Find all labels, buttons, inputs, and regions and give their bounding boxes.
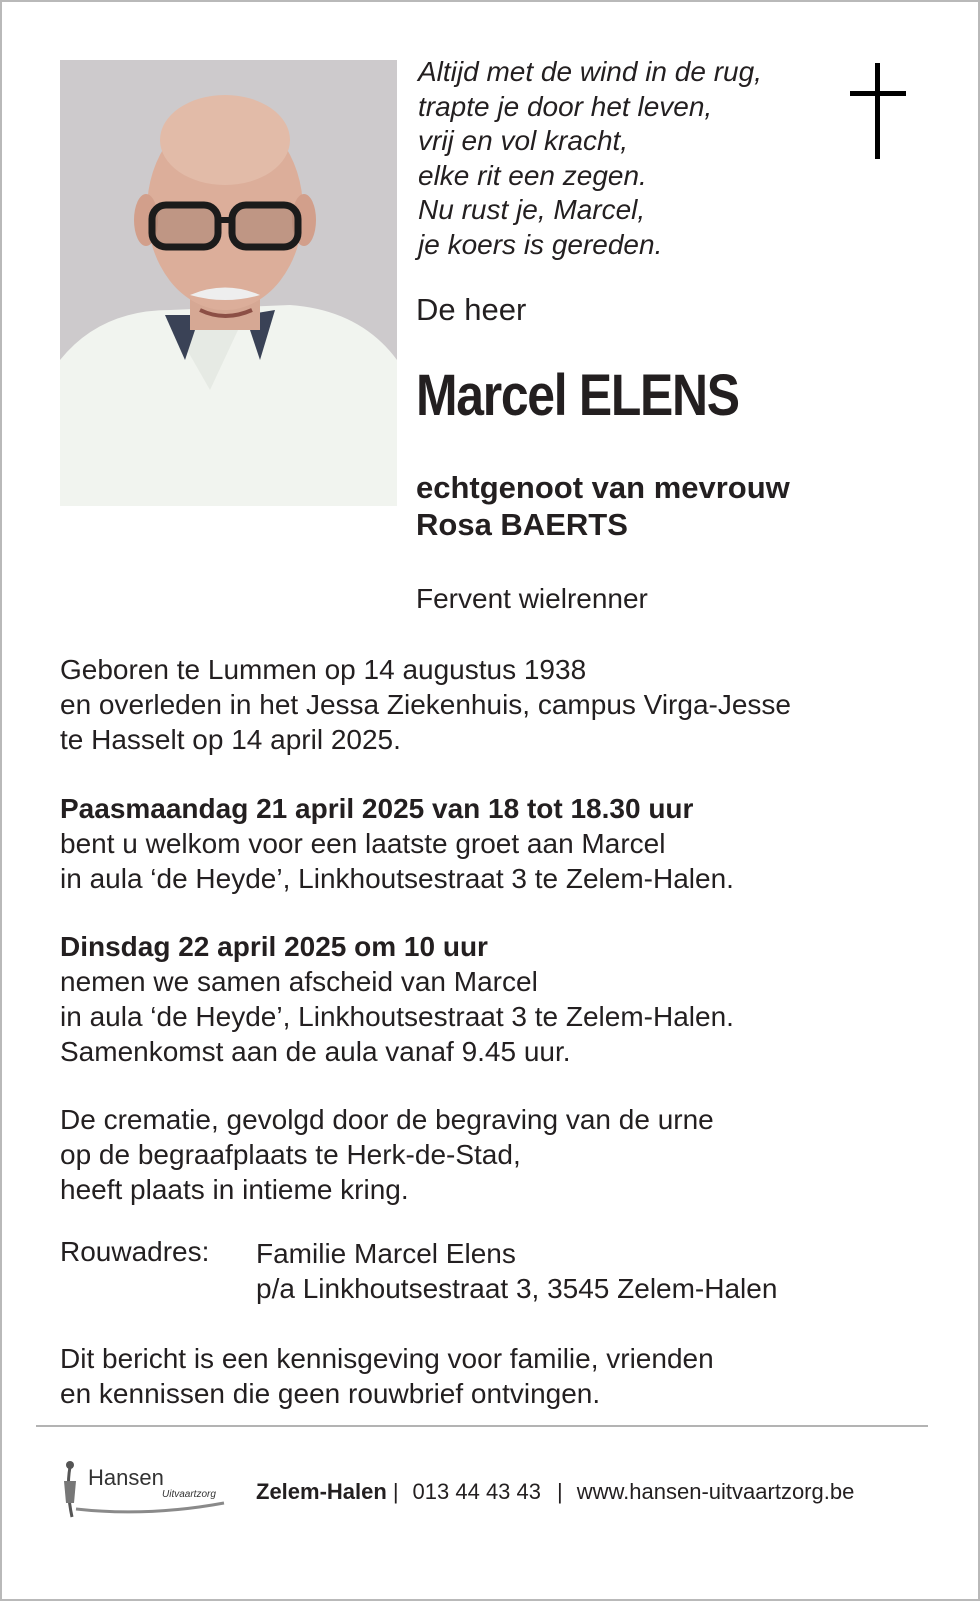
poem-line: elke rit een zegen. <box>418 159 647 191</box>
logo-name: Hansen <box>88 1465 164 1490</box>
paragraph-line: Dit bericht is een kennisgeving voor familie, vrienden <box>60 1343 714 1374</box>
portrait-photo <box>60 60 397 506</box>
footer <box>58 1459 938 1523</box>
separator: | <box>392 1479 399 1504</box>
poem-line: vrij en vol kracht, <box>418 125 629 157</box>
address-label: Rouwadres: <box>60 1236 210 1267</box>
visitation-paragraph <box>60 791 734 896</box>
paragraph-line: De crematie, gevolgd door de begraving van de urne <box>60 1104 714 1135</box>
deceased-name: Marcel ELENS <box>416 363 739 428</box>
contact-line <box>256 1479 854 1505</box>
logo-subtitle: Uitvaartzorg <box>162 1489 216 1500</box>
address <box>256 1236 777 1306</box>
salutation: De heer <box>416 292 527 327</box>
hansen-logo-icon <box>58 1459 228 1523</box>
poem-line: je koers is gereden. <box>418 228 663 260</box>
paragraph-line: Samenkomst aan de aula vanaf 9.45 uur. <box>60 1036 571 1067</box>
paragraph-line: nemen we samen afscheid van Marcel <box>60 966 538 997</box>
paragraph-line: te Hasselt op 14 april 2025. <box>60 724 401 755</box>
paragraph-line: op de begraafplaats te Herk-de-Stad, <box>60 1139 521 1170</box>
cremation-paragraph <box>60 1102 714 1207</box>
footer-website[interactable]: www.hansen-uitvaartzorg.be <box>576 1479 855 1504</box>
paragraph-line: Geboren te Lummen op 14 augustus 1938 <box>60 654 587 685</box>
footer-phone[interactable]: 013 44 43 43 <box>412 1479 542 1504</box>
separator: | <box>557 1479 563 1504</box>
visitation-heading: Paasmaandag 21 april 2025 van 18 tot 18.30 uur <box>60 793 694 824</box>
spouse <box>416 469 790 543</box>
address-line: Familie Marcel Elens <box>256 1238 516 1269</box>
poem <box>418 55 762 263</box>
address-line: p/a Linkhoutsestraat 3, 3545 Zelem-Halen <box>256 1273 778 1304</box>
paragraph-line: en kennissen die geen rouwbrief ontvingen. <box>60 1378 601 1409</box>
poem-line: Altijd met de wind in de rug, <box>418 56 762 87</box>
spouse-line: echtgenoot van mevrouw <box>416 470 790 505</box>
paragraph-line: in aula ‘de Heyde’, Linkhoutsestraat 3 te Zelem-Halen. <box>60 863 734 894</box>
poem-line: trapte je door het leven, <box>418 90 713 122</box>
farewell-paragraph <box>60 929 734 1069</box>
tagline: Fervent wielrenner <box>416 583 648 614</box>
footer-town: Zelem-Halen <box>256 1479 387 1504</box>
farewell-heading: Dinsdag 22 april 2025 om 10 uur <box>60 931 488 962</box>
paragraph-line: en overleden in het Jessa Ziekenhuis, campus Virga-Jesse <box>60 689 791 720</box>
footer-divider <box>36 1425 928 1427</box>
birth-death-paragraph <box>60 652 791 757</box>
notice-paragraph <box>60 1341 714 1411</box>
cross-icon <box>850 63 906 159</box>
spouse-name: Rosa BAERTS <box>416 507 628 542</box>
portrait-illustration <box>60 60 397 506</box>
paragraph-line: heeft plaats in intieme kring. <box>60 1174 409 1205</box>
paragraph-line: in aula ‘de Heyde’, Linkhoutsestraat 3 te Zelem-Halen. <box>60 1001 734 1032</box>
poem-line: Nu rust je, Marcel, <box>418 194 646 226</box>
paragraph-line: bent u welkom voor een laatste groet aan Marcel <box>60 828 666 859</box>
